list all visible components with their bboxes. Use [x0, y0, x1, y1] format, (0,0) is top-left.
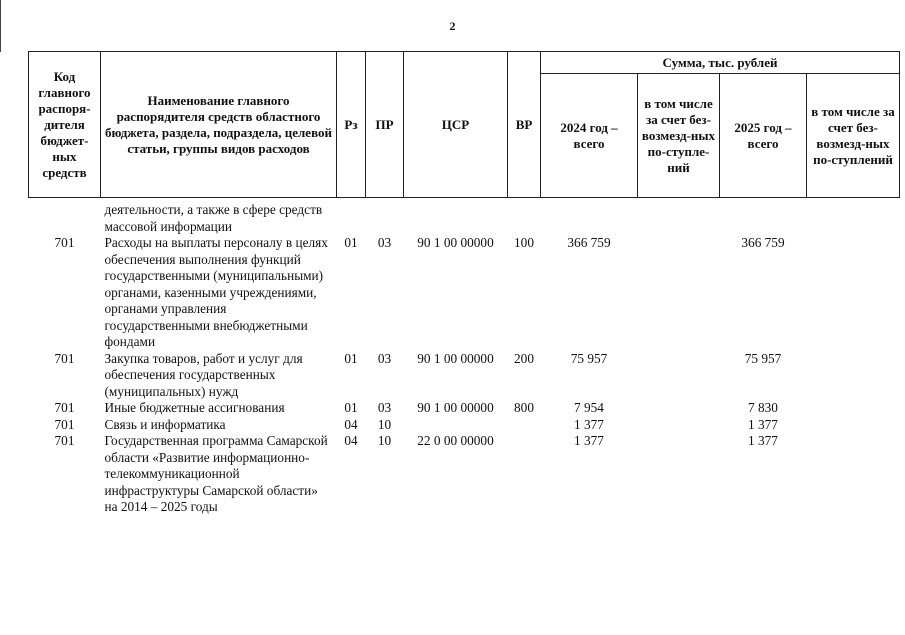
cell-2024-free	[638, 400, 720, 417]
cell-2024-total: 1 377	[574, 416, 604, 432]
cell-vr	[508, 417, 541, 434]
cell-2024-total: 7 954	[574, 400, 604, 415]
cell-pr: 10	[377, 433, 392, 448]
cell-2024-total: 75 957	[570, 350, 608, 366]
cell-rz	[337, 202, 366, 235]
cell-2025-free	[807, 433, 900, 516]
cell-2024-free	[638, 235, 720, 351]
table-row	[29, 400, 900, 417]
cell-name: Закупка товаров, работ и услуг для обеспечения государственных (муниципальных) нужд	[104, 350, 303, 399]
cell-vr: 200	[514, 350, 534, 366]
cell-code: 701	[54, 416, 75, 432]
page-number: 2	[449, 19, 456, 33]
cell-code: 701	[54, 235, 75, 250]
cell-code	[29, 202, 101, 235]
header-pr: ПР	[366, 52, 404, 198]
cell-pr: 03	[377, 350, 392, 366]
header-code: Код главного распоря-дителя бюджет-ных средств	[29, 52, 101, 198]
table-row	[29, 433, 900, 516]
header-rz: Рз	[337, 52, 366, 198]
header-sum-group: Сумма, тыс. рублей	[541, 52, 900, 74]
cell-vr	[508, 202, 541, 235]
cell-vr: 100	[514, 235, 534, 250]
cell-rz: 04	[344, 433, 358, 448]
cell-rz: 01	[344, 400, 358, 415]
cell-csr: 22 0 00 00000	[417, 433, 494, 448]
cell-pr: 03	[377, 400, 392, 415]
cell-name: Расходы на выплаты персоналу в целях обеспечения выполнения функций государственными (муниципальными) органами, казенными учреждениями, органами управления государственными внебюджетными фондами	[104, 235, 328, 349]
cell-2025-free	[807, 351, 900, 401]
cell-2024-total: 1 377	[574, 433, 604, 448]
header-2024-total: 2024 год – всего	[541, 74, 638, 198]
cell-2025-total: 1 377	[748, 416, 778, 432]
cell-2025-free	[807, 235, 900, 351]
cell-2024-total	[541, 202, 638, 235]
cell-name: деятельности, а также в сфере средств массовой информации	[104, 202, 323, 234]
cell-pr: 10	[377, 416, 392, 432]
cell-csr: 90 1 00 00000	[417, 350, 494, 366]
cell-rz: 01	[344, 350, 358, 366]
cell-rz: 01	[344, 235, 358, 250]
cell-2025-total: 75 957	[744, 350, 782, 366]
cell-code: 701	[54, 400, 75, 415]
cell-pr	[366, 202, 404, 235]
header-name: Наименование главного распорядителя средств областного бюджета, раздела, подраздела, целевой статьи, группы видов расходов	[101, 52, 337, 198]
header-2024-free: в том числе за счет без-возмезд-ных по-ступле-ний	[638, 74, 720, 198]
cell-2025-total: 7 830	[748, 400, 778, 415]
cell-code: 701	[54, 350, 75, 366]
cell-csr	[404, 417, 508, 434]
cell-2024-free	[638, 351, 720, 401]
cell-2025-free	[807, 417, 900, 434]
table-row	[29, 202, 900, 235]
header-csr: ЦСР	[404, 52, 508, 198]
table-row	[29, 417, 900, 434]
table-row	[29, 235, 900, 351]
cell-2025-free	[807, 400, 900, 417]
cell-2024-total: 366 759	[567, 235, 611, 250]
cell-csr: 90 1 00 00000	[417, 400, 494, 415]
cell-rz: 04	[344, 416, 358, 432]
cell-csr	[404, 202, 508, 235]
cell-name: Государственная программа Самарской области «Развитие информационно-телекоммуникационной инфраструктуры Самарской области» на 2014 – 2025 годы	[104, 433, 328, 514]
table-row	[29, 351, 900, 401]
cell-2025-free	[807, 202, 900, 235]
budget-table	[28, 51, 900, 516]
cell-csr: 90 1 00 00000	[417, 235, 494, 250]
cell-pr: 03	[377, 235, 392, 250]
cell-2025-total: 366 759	[741, 235, 785, 250]
header-vr: ВР	[508, 52, 541, 198]
header-2025-total: 2025 год – всего	[720, 74, 807, 198]
cell-name: Иные бюджетные ассигнования	[104, 400, 285, 415]
cell-name: Связь и информатика	[104, 416, 226, 432]
cell-code: 701	[54, 433, 75, 448]
cell-2024-free	[638, 417, 720, 434]
header-2025-free: в том числе за счет без-возмезд-ных по-ступлений	[807, 74, 900, 198]
cell-2025-total: 1 377	[748, 433, 778, 448]
cell-vr	[508, 433, 541, 516]
cell-2024-free	[638, 202, 720, 235]
cell-vr: 800	[514, 400, 534, 415]
cell-2024-free	[638, 433, 720, 516]
cell-2025-total	[720, 202, 807, 235]
